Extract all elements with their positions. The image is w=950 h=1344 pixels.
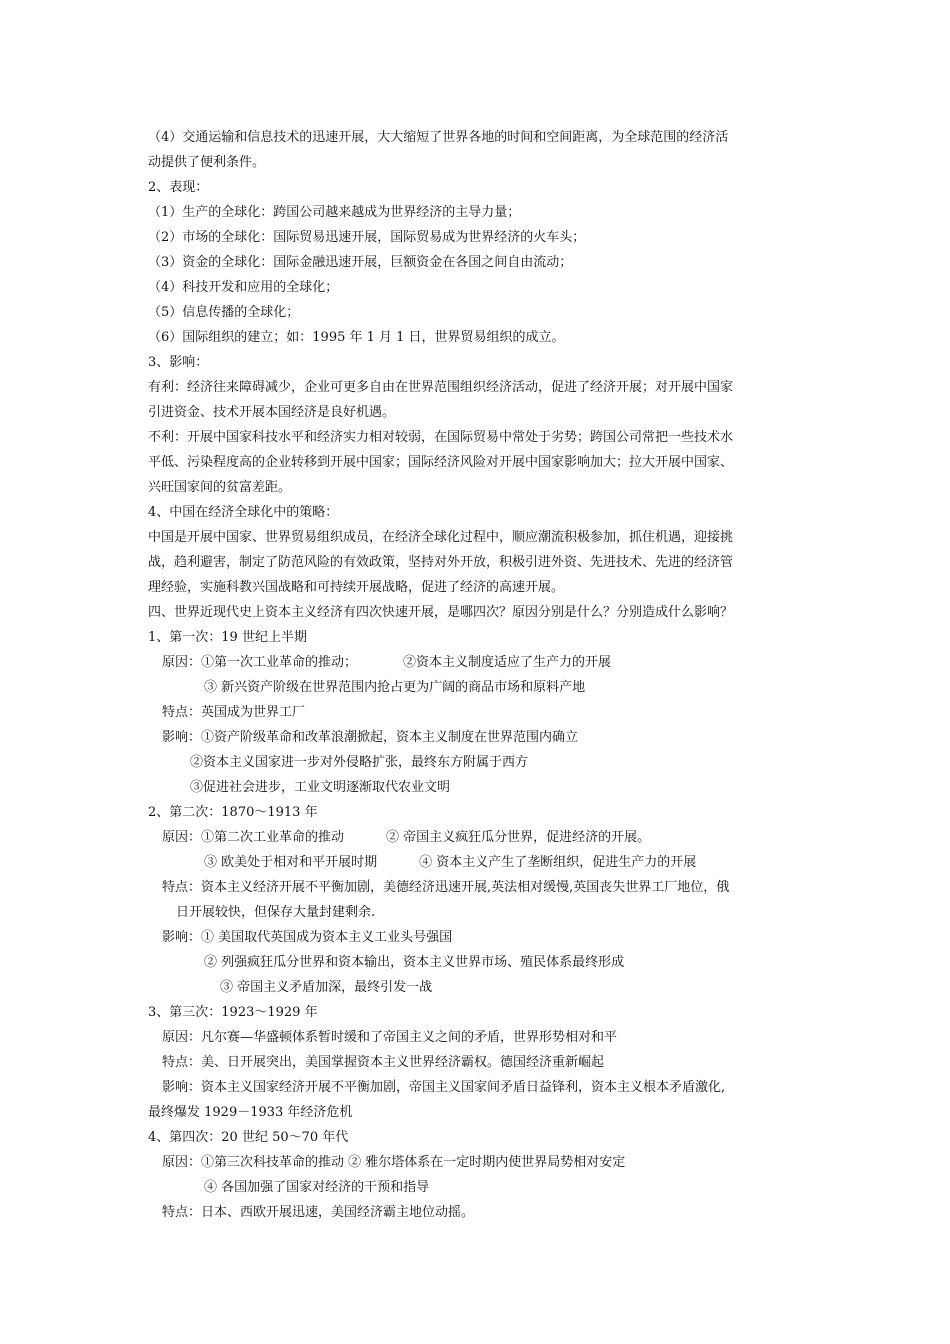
zhongguo-line3: 理经验，实施科教兴国战略和可持续开展战略，促进了经济的高速开展。: [148, 580, 565, 595]
second-yingxiang-b: ② 列强疯狂瓜分世界和资本输出，资本主义世界市场、殖民体系最终形成: [204, 955, 625, 970]
yingxiang-heading: 3、影响：: [148, 355, 209, 370]
second-yuanyin-c: ③ 欧美处于相对和平开展时期: [204, 855, 378, 870]
second-heading: 2、第二次：1870～1913 年: [148, 805, 318, 820]
biaoxian-item-1: （1）生产的全球化：跨国公司越来越成为世界经济的主导力量；: [148, 205, 521, 220]
fourth-yuanyin-a: 原因：①第三次科技革命的推动 ② 雅尔塔体系在一定时期内使世界局势相对安定: [162, 1155, 626, 1170]
third-yuanyin: 原因：凡尔赛—华盛顿体系暂时缓和了帝国主义之间的矛盾，世界形势相对和平: [162, 1030, 618, 1045]
second-tedian-1: 特点：资本主义经济开展不平衡加剧，美德经济迅速开展,英法相对缓慢,英国丧失世界工厂地位，俄: [162, 880, 730, 895]
first-tedian: 特点：英国成为世界工厂: [162, 705, 306, 720]
first-yuanyin-b: ②资本主义制度适应了生产力的开展: [403, 655, 612, 670]
biaoxian-item-5: （5）信息传播的全球化；: [148, 305, 300, 320]
fourth-yuanyin-b: ④ 各国加强了国家对经济的干预和指导: [204, 1180, 430, 1195]
first-yuanyin-c: ③ 新兴资产阶级在世界范围内抢占更为广阔的商品市场和原料产地: [204, 680, 586, 695]
second-yingxiang-a: 影响：① 美国取代英国成为资本主义工业头号强国: [162, 930, 453, 945]
first-yingxiang-a: 影响：①资产阶级革命和改革浪潮掀起，资本主义制度在世界范围内确立: [162, 730, 579, 745]
section4-question: 四、世界近现代史上资本主义经济有四次快速开展，是哪四次？原因分别是什么？分别造成什么影响？: [148, 605, 734, 620]
fourth-heading: 4、第四次：20 世纪 50～70 年代: [148, 1130, 349, 1145]
biaoxian-item-3: （3）资金的全球化：国际金融迅速开展，巨额资金在各国之间自由流动；: [148, 255, 573, 270]
first-yingxiang-c: ③促进社会进步，工业文明逐渐取代农业文明: [190, 780, 451, 795]
intro-item4-line1: （4）交通运输和信息技术的迅速开展，大大缩短了世界各地的时间和空间距离，为全球范围的经济活: [148, 130, 729, 145]
zhongguo-line2: 战，趋利避害，制定了防范风险的有效政策，坚持对外开放，积极引进外资、先进技术、先进的经济管: [148, 555, 734, 570]
second-yuanyin-b: ② 帝国主义疯狂瓜分世界，促进经济的开展。: [386, 830, 651, 845]
second-yuanyin-row1: [148, 825, 808, 850]
intro-item4-line2: 动提供了便利条件。: [148, 155, 266, 170]
buli-line1: 不利：开展中国家科技水平和经济实力相对较弱，在国际贸易中常处于劣势；跨国公司常把一些技术水: [148, 430, 734, 445]
third-heading: 3、第三次：1923～1929 年: [148, 1005, 318, 1020]
biaoxian-item-4: （4）科技开发和应用的全球化；: [148, 280, 339, 295]
zhongguo-heading: 4、中国在经济全球化中的策略：: [148, 505, 339, 520]
first-yingxiang-b: ②资本主义国家进一步对外侵略扩张，最终东方附属于西方: [190, 755, 529, 770]
third-yingxiang-1: 影响：资本主义国家经济开展不平衡加剧，帝国主义国家间矛盾日益锋利，资本主义根本矛盾激化,: [162, 1080, 726, 1095]
first-yuanyin-row: [148, 650, 808, 675]
biaoxian-heading: 2、表现：: [148, 180, 209, 195]
fourth-tedian: 特点：日本、西欧开展迅速，美国经济霸主地位动摇。: [162, 1205, 475, 1220]
document-body: [148, 125, 808, 1225]
second-yuanyin-row2: [148, 850, 808, 875]
biaoxian-item-2: （2）市场的全球化：国际贸易迅速开展，国际贸易成为世界经济的火车头；: [148, 230, 586, 245]
first-heading: 1、第一次：19 世纪上半期: [148, 630, 307, 645]
zhongguo-line1: 中国是开展中国家、世界贸易组织成员，在经济全球化过程中，顺应潮流积极参加，抓住机遇，迎接挑: [148, 530, 734, 545]
buli-line2: 平低、污染程度高的企业转移到开展中国家；国际经济风险对开展中国家影响加大；拉大开展中国家、: [148, 455, 734, 470]
second-yuanyin-a: 原因：①第二次工业革命的推动: [162, 830, 345, 845]
biaoxian-item-6: （6）国际组织的建立；如：1995 年 1 月 1 日，世界贸易组织的成立。: [148, 330, 565, 345]
third-tedian: 特点：美、日开展突出，美国掌握资本主义世界经济霸权。德国经济重新崛起: [162, 1055, 605, 1070]
second-yuanyin-d: ④ 资本主义产生了垄断组织，促进生产力的开展: [419, 855, 697, 870]
second-tedian-2: 日开展较快，但保存大量封建剩余.: [176, 905, 376, 920]
first-yuanyin-a: 原因：①第一次工业革命的推动；: [162, 655, 358, 670]
buli-line3: 兴旺国家间的贫富差距。: [148, 480, 292, 495]
third-yingxiang-2: 最终爆发 1929－1933 年经济危机: [148, 1105, 353, 1120]
second-yingxiang-c: ③ 帝国主义矛盾加深，最终引发一战: [220, 980, 433, 995]
youli-line1: 有利：经济往来障碍减少，企业可更多自由在世界范围组织经济活动，促进了经济开展；对开展中国家: [148, 380, 734, 395]
youli-line2: 引进资金、技术开展本国经济是良好机遇。: [148, 405, 396, 420]
